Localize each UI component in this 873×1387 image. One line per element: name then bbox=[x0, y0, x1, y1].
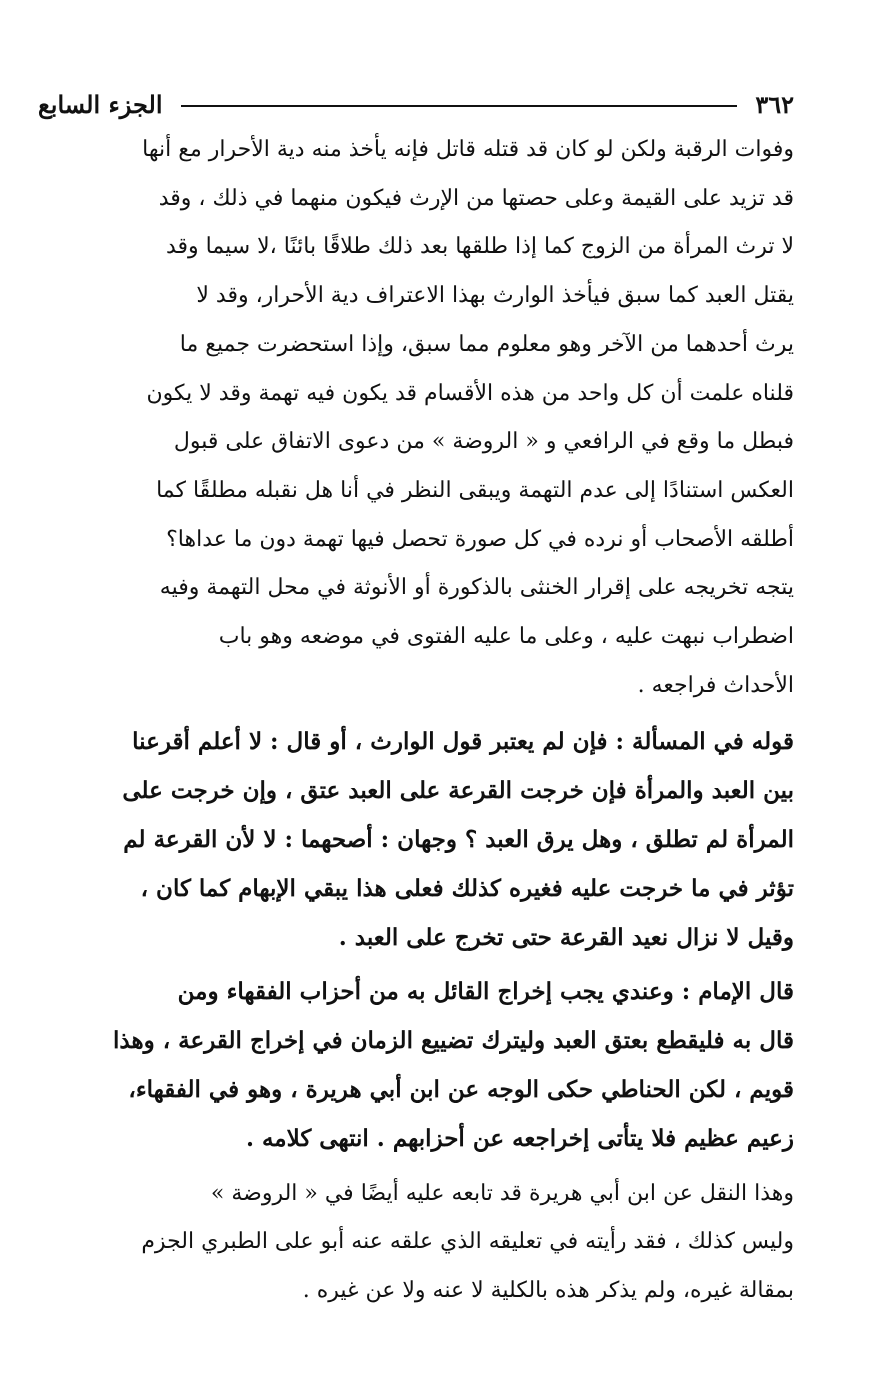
page-header bbox=[38, 88, 794, 120]
text-line: وقيل لا نزال نعيد القرعة حتى تخرج على العبد . bbox=[338, 923, 794, 951]
text-line: بين العبد والمرأة فإن خرجت القرعة على العبد عتق ، وإن خرجت على bbox=[122, 777, 794, 805]
text-line: زعيم عظيم فلا يتأتى إخراجعه عن أحزابهم . انتهى كلامه . bbox=[245, 1124, 794, 1152]
paragraph-closing-commentary bbox=[38, 1170, 794, 1316]
paragraph-commentary bbox=[38, 126, 794, 710]
text-line: تؤثر في ما خرجت عليه فغيره كذلك فعلى هذا يبقي الإبهام كما كان ، bbox=[140, 874, 794, 902]
paragraph-quoted-text bbox=[38, 718, 794, 962]
text-line: قويم ، لكن الحناطي حكى الوجه عن ابن أبي هريرة ، وهو في الفقهاء، bbox=[128, 1076, 794, 1104]
text-line: وهذا النقل عن ابن أبي هريرة قد تابعه عليه أيضًا في « الروضة » bbox=[210, 1180, 794, 1206]
text-line: قد تزيد على القيمة وعلى حصتها من الإرث فيكون منهما في ذلك ، وقد bbox=[158, 185, 794, 211]
text-line: فبطل ما وقع في الرافعي و « الروضة » من دعوى الاتفاق على قبول bbox=[173, 429, 794, 455]
page-number: ٣٦٢ bbox=[755, 89, 794, 119]
running-head: الجزء السابع bbox=[38, 89, 163, 119]
text-line: يتجه تخريجه على إقرار الخنثى بالذكورة أو الأنوثة في محل التهمة وفيه bbox=[159, 575, 794, 601]
text-line: اضطراب نبهت عليه ، وعلى ما عليه الفتوى في موضعه وهو باب bbox=[218, 624, 794, 650]
text-line: يقتل العبد كما سبق فيأخذ الوارث بهذا الاعتراف دية الأحرار، وقد لا bbox=[196, 283, 794, 309]
text-line: قلناه علمت أن كل واحد من هذه الأقسام قد يكون فيه تهمة وقد لا يكون bbox=[146, 380, 794, 406]
text-line: وفوات الرقبة ولكن لو كان قد قتله قاتل فإنه يأخذ منه دية الأحرار مع أنها bbox=[142, 137, 794, 162]
text-line: العكس استنادًا إلى عدم التهمة ويبقى النظر في أنا هل نقبله مطلقًا كما bbox=[156, 477, 794, 503]
text-line: الأحداث فراجعه . bbox=[637, 672, 794, 698]
text-line: بمقالة غيره، ولم يذكر هذه بالكلية لا عنه ولا عن غيره . bbox=[302, 1277, 794, 1303]
header-rule bbox=[181, 105, 738, 107]
text-line: يرث أحدهما من الآخر وهو معلوم مما سبق، وإذا استحضرت جميع ما bbox=[179, 331, 794, 357]
text-line: لا ترث المرأة من الزوج كما إذا طلقها بعد ذلك طلاقًا بائنًا ،لا سيما وقد bbox=[165, 234, 794, 260]
text-line: وليس كذلك ، فقد رأيته في تعليقه الذي علقه عنه أبو على الطبري الجزم bbox=[141, 1229, 794, 1255]
text-line: قال الإمام : وعندي يجب إخراج القائل به من أحزاب الفقهاء ومن bbox=[177, 978, 794, 1006]
book-page bbox=[38, 88, 794, 1315]
text-line: المرأة لم تطلق ، وهل يرق العبد ؟ وجهان : أصحهما : لا لأن القرعة لم bbox=[123, 826, 794, 854]
text-line: أطلقه الأصحاب أو نرده في كل صورة تحصل فيها تهمة دون ما عداها؟ bbox=[166, 526, 794, 552]
text-line: قوله في المسألة : فإن لم يعتبر قول الوارث ، أو قال : لا أعلم أقرعنا bbox=[132, 728, 794, 756]
paragraph-imam-quote bbox=[38, 968, 794, 1163]
text-line: قال به فليقطع بعتق العبد وليترك تضييع الزمان في إخراج القرعة ، وهذا bbox=[113, 1027, 794, 1055]
